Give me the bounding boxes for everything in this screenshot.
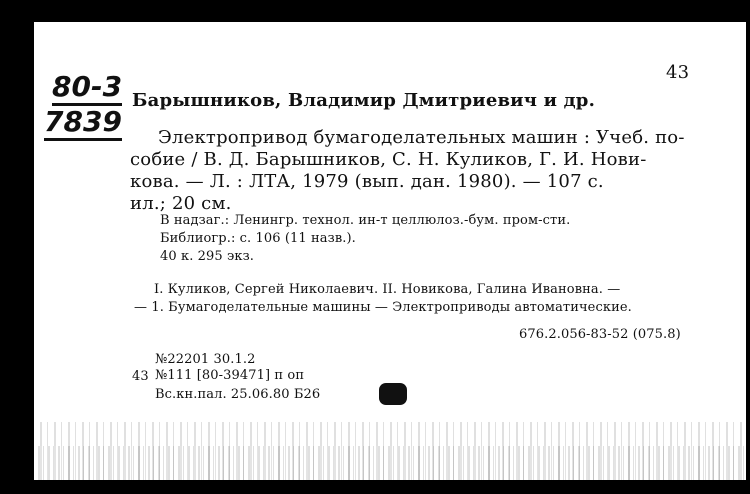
note-line-2: Библиогр.: с. 106 (11 назв.). (160, 231, 356, 246)
price-run: 40 к. 295 экз. (160, 249, 255, 264)
title-line-1: Электропривод бумагоделательных машин : Учеб. по- (158, 127, 685, 148)
catalog-card (34, 22, 746, 480)
title-line-3: кова. — Л. : ЛТА, 1979 (вып. дан. 1980). — 107 с. (130, 171, 604, 192)
title-line-4: ил.; 20 см. (130, 193, 232, 214)
service-note: Вс.кн.пал. 25.06.80 Б26 (155, 387, 321, 402)
classification: 676.2.056-83-52 (075.8) (519, 327, 681, 342)
note-line-1: В надзаг.: Ленингр. технол. ин-т целлюлоз.-бум. пром-сти. (160, 213, 571, 228)
added-entries: I. Куликов, Сергей Николаевич. II. Новикова, Галина Ивановна. — (154, 282, 621, 297)
side-number: 43 (132, 369, 149, 384)
handwritten-code-bottom: 7839 (44, 105, 122, 141)
title-line-2: собие / В. Д. Барышников, С. Н. Куликов, Г. И. Нови- (130, 149, 647, 170)
ink-blot (379, 383, 407, 405)
author-heading: Барышников, Владимир Дмитриевич и др. (132, 90, 596, 111)
scan-noise-strip (34, 446, 746, 480)
handwritten-code-top: 80-3 (52, 70, 122, 106)
page-number: 43 (666, 62, 690, 83)
subject-entry: — 1. Бумагоделательные машины — Электроприводы автоматические. (134, 300, 632, 315)
order-line: №111 [80-39471] п оп (155, 368, 305, 383)
record-number: №22201 30.1.2 (155, 352, 256, 367)
